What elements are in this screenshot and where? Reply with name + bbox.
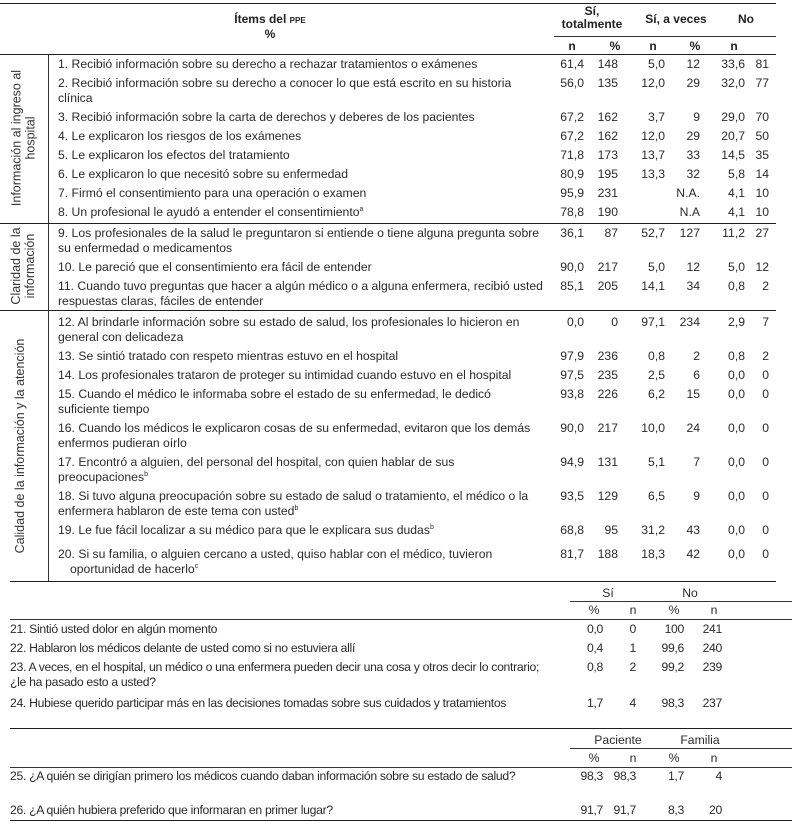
value-cell: 100 bbox=[664, 622, 684, 636]
subcol-pct-2: % bbox=[689, 39, 701, 53]
value-cell: 4,1 bbox=[728, 186, 745, 200]
value-cell: 33 bbox=[686, 148, 700, 162]
value-cell: 36,1 bbox=[560, 226, 584, 240]
item-text bbox=[58, 148, 544, 163]
item-text bbox=[58, 315, 544, 345]
value-cell: 35 bbox=[755, 148, 769, 162]
value-cell: 0,0 bbox=[728, 455, 745, 469]
footnote-marker: a bbox=[359, 205, 364, 213]
item-label: 16. Cuando los médicos le explicaron cosas de su enfermedad, evitaron que los demás enfermos pudieran oírlo bbox=[58, 421, 531, 450]
value-cell: 235 bbox=[597, 368, 618, 382]
item-label: 1. Recibió información sobre su derecho a rechazar tratamientos o exámenes bbox=[58, 57, 478, 71]
value-cell: 4,1 bbox=[728, 205, 745, 219]
section-label-informacion-ingreso: Información al ingreso al hospital bbox=[9, 69, 38, 207]
item-label: 18. Si tuvo alguna preocupación sobre su estado de salud o tratamiento, el médico o la enfermera hablaron de este tema con usted bbox=[58, 489, 529, 518]
item-text bbox=[58, 260, 544, 275]
value-cell: 0 bbox=[762, 455, 769, 469]
footnote-marker: b bbox=[294, 504, 299, 512]
item-text bbox=[58, 186, 544, 201]
item-text bbox=[58, 167, 544, 182]
value-cell: 8,3 bbox=[667, 803, 684, 817]
item-text bbox=[58, 129, 544, 144]
table3-subcol: % bbox=[668, 751, 680, 765]
value-cell: 240 bbox=[702, 641, 722, 655]
value-cell: 0,8 bbox=[648, 349, 665, 363]
header-title-small: PPE bbox=[289, 16, 306, 25]
value-cell: 10 bbox=[755, 186, 769, 200]
item-label: 7. Firmó el consentimiento para una operación o examen bbox=[58, 186, 367, 200]
value-cell: 236 bbox=[597, 349, 618, 363]
value-cell: 77 bbox=[755, 76, 769, 90]
value-cell: N.A. bbox=[676, 186, 700, 200]
value-cell: 2 bbox=[762, 279, 769, 293]
value-cell: 162 bbox=[597, 110, 618, 124]
header-title: Ítems del bbox=[234, 12, 287, 26]
value-cell: 24 bbox=[686, 421, 700, 435]
value-cell: 1 bbox=[629, 641, 636, 655]
section-label-claridad: Claridad de la información bbox=[9, 227, 37, 305]
subcol-n-3: n bbox=[730, 39, 738, 53]
footnote-marker: b bbox=[429, 523, 434, 531]
value-cell: 4 bbox=[715, 769, 722, 783]
value-cell: 0,0 bbox=[728, 387, 745, 401]
value-cell: 81,7 bbox=[560, 547, 584, 561]
value-cell: 97,1 bbox=[641, 315, 665, 329]
value-cell: 85,1 bbox=[560, 279, 584, 293]
section-divider bbox=[48, 54, 49, 581]
value-cell: 20,7 bbox=[721, 129, 745, 143]
value-cell: 99,6 bbox=[661, 641, 684, 655]
value-cell: 2 bbox=[762, 349, 769, 363]
item-label: 2. Recibió información sobre su derecho a conocer lo que está escrito en su historia clínica bbox=[58, 76, 512, 105]
value-cell: 2 bbox=[693, 349, 700, 363]
value-cell: 148 bbox=[597, 57, 618, 71]
value-cell: 13,7 bbox=[641, 148, 665, 162]
value-cell: 0 bbox=[762, 368, 769, 382]
value-cell: 95,9 bbox=[560, 186, 584, 200]
value-cell: 34 bbox=[686, 279, 700, 293]
header-unit: % bbox=[264, 27, 276, 41]
value-cell: 93,8 bbox=[560, 387, 584, 401]
group-header-line2: totalmente bbox=[561, 17, 623, 31]
value-cell: 5,0 bbox=[648, 57, 665, 71]
value-cell: 0 bbox=[762, 421, 769, 435]
value-cell: 78,8 bbox=[560, 205, 584, 219]
group-header-underline bbox=[554, 36, 776, 37]
value-cell: 87 bbox=[604, 226, 618, 240]
column-header-items bbox=[0, 12, 540, 26]
item-text bbox=[58, 368, 544, 383]
value-cell: 97,9 bbox=[560, 349, 584, 363]
value-cell: 0,0 bbox=[728, 547, 745, 561]
value-cell: 0,0 bbox=[567, 315, 584, 329]
value-cell: 68,8 bbox=[560, 523, 584, 537]
section-label-calidad: Calidad de la información y la atención bbox=[13, 338, 27, 554]
item-text bbox=[58, 489, 544, 519]
value-cell: 67,2 bbox=[560, 129, 584, 143]
value-cell: 90,0 bbox=[560, 421, 584, 435]
value-cell: 70 bbox=[755, 110, 769, 124]
value-cell: 98,3 bbox=[661, 696, 684, 710]
item-label: 17. Encontró a alguien, del personal del hospital, con quien hablar de sus preocupaciones bbox=[58, 455, 455, 484]
item-text bbox=[58, 279, 544, 309]
value-cell: 129 bbox=[597, 489, 618, 503]
value-cell: 0,8 bbox=[586, 660, 603, 674]
value-cell: 12,0 bbox=[641, 129, 665, 143]
value-cell: 217 bbox=[597, 421, 618, 435]
item-label: 15. Cuando el médico le informaba sobre el estado de su enfermedad, le dedicó suficiente tiempo bbox=[58, 387, 491, 416]
value-cell: 9 bbox=[693, 110, 700, 124]
table3-subcol: n bbox=[629, 751, 637, 765]
value-cell: 29 bbox=[686, 129, 700, 143]
value-cell: 5,8 bbox=[728, 167, 745, 181]
value-cell: 12,0 bbox=[641, 76, 665, 90]
value-cell: 71,8 bbox=[560, 148, 584, 162]
item-label: 6. Le explicaron lo que necesitó sobre su enfermedad bbox=[58, 167, 348, 181]
table3-bottom-rule bbox=[10, 820, 792, 821]
table3-subcol: % bbox=[588, 751, 600, 765]
value-cell: 2,9 bbox=[728, 315, 745, 329]
item-label: 14. Los profesionales trataron de proteger su intimidad cuando estuvo en el hospital bbox=[58, 368, 512, 382]
value-cell: 0 bbox=[762, 547, 769, 561]
item-label: 11. Cuando tuvo preguntas que hacer a algún médico o a alguna enfermera, recibió usted respuestas claras, fáciles de entender bbox=[58, 279, 543, 308]
item-text: 24. Hubiese querido participar más en las decisiones tomadas sobre sus cuidados y tratamientos bbox=[10, 696, 507, 710]
value-cell: 20 bbox=[709, 803, 722, 817]
value-cell: 234 bbox=[679, 315, 700, 329]
value-cell: 18,3 bbox=[641, 547, 665, 561]
table3-group-paciente: Paciente bbox=[594, 733, 642, 747]
table3-top-rule bbox=[10, 728, 792, 729]
value-cell: 162 bbox=[597, 129, 618, 143]
value-cell: 98,3 bbox=[613, 769, 636, 783]
value-cell: 190 bbox=[597, 205, 618, 219]
value-cell: 94,9 bbox=[560, 455, 584, 469]
value-cell: 32 bbox=[686, 167, 700, 181]
item-label: 20. Si su familia, o alguien cercano a usted, quiso hablar con el médico, tuvieron oportunidad de hacerlo bbox=[58, 547, 493, 576]
value-cell: 0,0 bbox=[728, 421, 745, 435]
table2-subcol: n bbox=[629, 603, 637, 617]
value-cell: 52,7 bbox=[641, 226, 665, 240]
value-cell: 6,5 bbox=[648, 489, 665, 503]
value-cell: 188 bbox=[597, 547, 618, 561]
value-cell: 0,4 bbox=[586, 641, 603, 655]
value-cell: 14,1 bbox=[641, 279, 665, 293]
item-text bbox=[58, 205, 544, 220]
value-cell: 2,5 bbox=[648, 368, 665, 382]
header-bottom-rule bbox=[0, 54, 776, 55]
value-cell: 43 bbox=[686, 523, 700, 537]
item-text: 23. A veces, en el hospital, un médico o una enfermera pueden decir una cosa y otros decir lo contrario; ¿le ha pasado esto a usted? bbox=[10, 660, 540, 689]
value-cell: 1,7 bbox=[667, 769, 684, 783]
value-cell: 231 bbox=[597, 186, 618, 200]
value-cell: 56,0 bbox=[560, 76, 584, 90]
value-cell: 0 bbox=[762, 523, 769, 537]
group-header-si-totalmente bbox=[548, 5, 636, 31]
item-label: 9. Los profesionales de la salud le preguntaron si entiende o tiene alguna pregunta sobre su enfermedad o medicamentos bbox=[58, 226, 540, 255]
value-cell: 0,8 bbox=[728, 279, 745, 293]
group-header-si-a-veces: Sí, a veces bbox=[645, 12, 707, 26]
value-cell: 217 bbox=[597, 260, 618, 274]
value-cell: 0,0 bbox=[728, 489, 745, 503]
value-cell: 7 bbox=[762, 315, 769, 329]
item-text bbox=[58, 110, 544, 125]
value-cell: 10 bbox=[755, 205, 769, 219]
item-text: 25. ¿A quién se dirigían primero los médicos cuando daban información sobre su estado de salud? bbox=[10, 769, 516, 783]
item-text: 22. Hablaron los médicos delante de usted como si no estuviera allí bbox=[10, 641, 356, 655]
table2-subcol: n bbox=[710, 603, 718, 617]
value-cell: 12 bbox=[686, 57, 700, 71]
value-cell: 90,0 bbox=[560, 260, 584, 274]
value-cell: 99,2 bbox=[661, 660, 684, 674]
value-cell: 0 bbox=[762, 489, 769, 503]
value-cell: 11,2 bbox=[722, 226, 745, 240]
value-cell: 81 bbox=[755, 57, 769, 71]
value-cell: 50 bbox=[755, 129, 769, 143]
value-cell: 15 bbox=[686, 387, 700, 401]
value-cell: 5,0 bbox=[648, 260, 665, 274]
value-cell: 32,0 bbox=[721, 76, 745, 90]
value-cell: 93,5 bbox=[560, 489, 584, 503]
value-cell: 91,7 bbox=[580, 803, 603, 817]
table2-subcol: % bbox=[668, 603, 680, 617]
item-label: 13. Se sintió tratado con respeto mientras estuvo en el hospital bbox=[58, 349, 399, 363]
top-rule bbox=[0, 3, 776, 4]
value-cell: 0,0 bbox=[728, 368, 745, 382]
value-cell: 4 bbox=[629, 696, 636, 710]
group-header-no: No bbox=[738, 12, 754, 26]
item-label: 12. Al brindarle información sobre su estado de salud, los profesionales lo hicieron en general con delicadeza bbox=[58, 315, 520, 344]
value-cell: 97,5 bbox=[560, 368, 584, 382]
footnote-marker: c bbox=[194, 562, 199, 570]
section-separator bbox=[0, 310, 776, 311]
value-cell: 42 bbox=[686, 547, 700, 561]
value-cell: 31,2 bbox=[641, 523, 665, 537]
value-cell: 14 bbox=[755, 167, 769, 181]
value-cell: 239 bbox=[702, 660, 722, 674]
item-label: 19. Le fue fácil localizar a su médico para que le explicara sus dudas bbox=[58, 523, 430, 537]
value-cell: 91,7 bbox=[613, 803, 636, 817]
table3-group-underline bbox=[570, 748, 792, 749]
table3-header-bottom bbox=[10, 767, 792, 768]
item-text: 21. Sintió usted dolor en algún momento bbox=[10, 622, 218, 636]
value-cell: 0,8 bbox=[728, 349, 745, 363]
table2-group-si: Sí bbox=[602, 586, 614, 600]
table2-header-bottom bbox=[10, 619, 792, 620]
item-text bbox=[58, 226, 544, 256]
value-cell: 95 bbox=[604, 523, 618, 537]
value-cell: 0 bbox=[611, 315, 618, 329]
item-text bbox=[58, 455, 544, 485]
value-cell: 7 bbox=[693, 455, 700, 469]
subcol-n-1: n bbox=[568, 39, 576, 53]
value-cell: 6 bbox=[693, 368, 700, 382]
value-cell: 1,7 bbox=[586, 696, 603, 710]
value-cell: 29 bbox=[686, 76, 700, 90]
value-cell: 6,2 bbox=[648, 387, 665, 401]
item-label: 10. Le pareció que el consentimiento era fácil de entender bbox=[58, 260, 372, 274]
value-cell: 14,5 bbox=[721, 148, 745, 162]
item-label: 5. Le explicaron los efectos del tratamiento bbox=[58, 148, 290, 162]
value-cell: 9 bbox=[693, 489, 700, 503]
value-cell: 29,0 bbox=[721, 110, 745, 124]
value-cell: 0 bbox=[762, 387, 769, 401]
value-cell: N.A bbox=[679, 205, 700, 219]
value-cell: 12 bbox=[755, 260, 769, 274]
table3-subcol: n bbox=[710, 751, 718, 765]
subcol-pct-1: % bbox=[609, 39, 621, 53]
footnote-marker: b bbox=[144, 470, 148, 478]
value-cell: 33,6 bbox=[721, 57, 745, 71]
value-cell: 127 bbox=[679, 226, 700, 240]
item-text bbox=[58, 349, 544, 364]
value-cell: 205 bbox=[597, 279, 618, 293]
value-cell: 67,2 bbox=[560, 110, 584, 124]
table2-group-no: No bbox=[682, 586, 698, 600]
section-separator bbox=[0, 223, 776, 224]
value-cell: 80,9 bbox=[560, 167, 584, 181]
value-cell: 195 bbox=[597, 167, 618, 181]
item-label: 4. Le explicaron los riesgos de los exámenes bbox=[58, 129, 302, 143]
table3-group-familia: Familia bbox=[680, 733, 720, 747]
value-cell: 98,3 bbox=[580, 769, 603, 783]
value-cell: 12 bbox=[686, 260, 700, 274]
value-cell: 5,1 bbox=[648, 455, 665, 469]
value-cell: 131 bbox=[597, 455, 618, 469]
value-cell: 226 bbox=[597, 387, 618, 401]
value-cell: 173 bbox=[597, 148, 618, 162]
value-cell: 61,4 bbox=[560, 57, 584, 71]
item-text bbox=[58, 76, 544, 106]
value-cell: 13,3 bbox=[641, 167, 665, 181]
item-label: 3. Recibió información sobre la carta de derechos y deberes de los pacientes bbox=[58, 110, 475, 124]
item-text bbox=[58, 421, 544, 451]
item-text bbox=[58, 387, 544, 417]
value-cell: 5,0 bbox=[728, 260, 745, 274]
value-cell: 135 bbox=[597, 76, 618, 90]
value-cell: 2 bbox=[629, 660, 636, 674]
value-cell: 10,0 bbox=[641, 421, 665, 435]
value-cell: 237 bbox=[702, 696, 722, 710]
value-cell: 0,0 bbox=[586, 622, 603, 636]
value-cell: 0 bbox=[629, 622, 636, 636]
group-header-line1: Sí, bbox=[584, 4, 600, 18]
table2-group-underline bbox=[570, 601, 792, 602]
value-cell: 3,7 bbox=[648, 110, 665, 124]
item-label: 8. Un profesional le ayudó a entender el consentimiento bbox=[58, 205, 360, 219]
item-text: 26. ¿A quién hubiera preferido que informaran en primer lugar? bbox=[10, 803, 333, 817]
item-text bbox=[58, 547, 544, 577]
value-cell: 27 bbox=[755, 226, 769, 240]
subcol-n-2: n bbox=[649, 39, 657, 53]
value-cell: 241 bbox=[702, 622, 722, 636]
value-cell: 0,0 bbox=[728, 523, 745, 537]
table2-subcol: % bbox=[588, 603, 600, 617]
table1-bottom-rule bbox=[10, 581, 776, 582]
item-text bbox=[58, 57, 544, 72]
item-text bbox=[58, 523, 544, 538]
